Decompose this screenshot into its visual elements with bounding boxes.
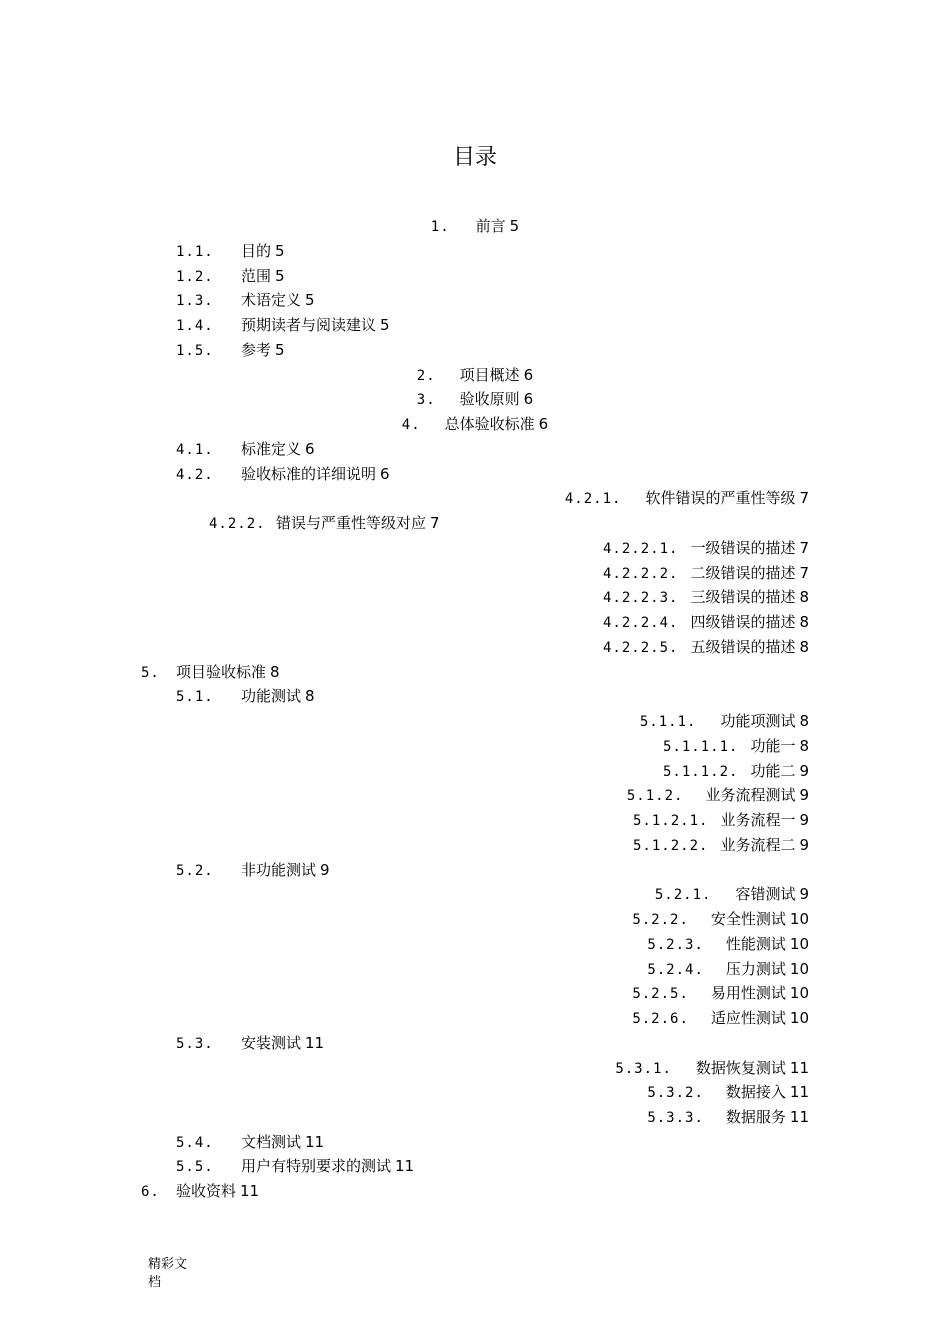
toc-entry[interactable] [176, 290, 315, 311]
toc-entry-number: 1. [430, 219, 450, 235]
toc-entry-number: 4.2.2.3. [603, 590, 679, 606]
toc-entry-page: 11 [395, 1157, 415, 1175]
toc-entry-page: 6 [305, 440, 315, 458]
toc-entry-number: 5.5. [176, 1159, 214, 1175]
toc-entry-number: 5.1.1. [639, 714, 697, 730]
toc-entry-number: 4.2.2.4. [603, 615, 679, 631]
toc-entry-page: 7 [799, 564, 809, 582]
toc-entry-page: 7 [430, 514, 440, 532]
toc-entry[interactable] [417, 389, 533, 410]
toc-entry-title: 总体验收标准 [444, 415, 535, 433]
toc-entry-number: 5.2.5. [632, 986, 689, 1002]
toc-entry-number: 2. [416, 368, 436, 384]
toc-entry[interactable] [627, 785, 809, 806]
toc-entry-number: 5.2.2. [632, 912, 689, 928]
toc-entry-page: 8 [305, 687, 315, 705]
toc-entry-title: 项目验收标准 [176, 663, 267, 681]
toc-entry[interactable] [417, 365, 533, 386]
toc-entry-title: 易用性测试 [710, 984, 786, 1002]
toc-entry-page: 8 [799, 613, 809, 631]
toc-entry[interactable] [431, 216, 519, 237]
toc-entry[interactable] [632, 909, 809, 930]
toc-entry-page: 11 [305, 1133, 325, 1151]
toc-entry[interactable] [632, 983, 809, 1004]
toc-entry-page: 11 [789, 1108, 809, 1126]
toc-entry-title: 四级错误的描述 [690, 613, 796, 631]
toc-entry-number: 1.2. [176, 269, 214, 285]
toc-entry-page: 9 [320, 861, 330, 879]
toc-entry-page: 6 [523, 390, 534, 408]
toc-entry-title: 前言 [475, 217, 506, 235]
toc-entry[interactable] [640, 711, 809, 732]
toc-entry-title: 五级错误的描述 [690, 638, 796, 656]
toc-entry-title: 数据服务 [725, 1108, 786, 1126]
toc-entry-title: 三级错误的描述 [690, 588, 796, 606]
toc-entry-title: 二级错误的描述 [690, 564, 796, 582]
toc-entry-page: 5 [275, 242, 285, 260]
toc-entry[interactable] [176, 241, 285, 262]
toc-entry[interactable] [176, 1132, 324, 1153]
toc-entry[interactable] [603, 587, 809, 608]
toc-entry-title: 用户有特别要求的测试 [241, 1157, 392, 1175]
toc-entry-title: 范围 [241, 267, 272, 285]
toc-entry-number: 4.2.2.5. [603, 640, 679, 656]
toc-entry-page: 7 [799, 539, 809, 557]
toc-entry-number: 5.4. [176, 1135, 214, 1151]
toc-entry-page: 11 [240, 1182, 260, 1200]
toc-entry-title: 验收资料 [176, 1182, 237, 1200]
toc-entry[interactable] [176, 439, 315, 460]
toc-entry-page: 5 [380, 316, 390, 334]
toc-entry[interactable] [176, 686, 315, 707]
toc-entry-page: 9 [799, 811, 809, 829]
toc-entry-page: 11 [789, 1083, 809, 1101]
toc-entry-page: 9 [799, 836, 809, 854]
toc-entry-title: 错误与严重性等级对应 [276, 514, 427, 532]
toc-entry-page: 10 [789, 935, 809, 953]
toc-entry-number: 4.2. [176, 467, 214, 483]
toc-entry[interactable] [176, 464, 390, 485]
toc-entry-title: 验收标准的详细说明 [241, 465, 377, 483]
toc-entry-title: 验收原则 [459, 390, 520, 408]
toc-entry-number: 5.1.2.1. [633, 813, 709, 829]
toc-entry[interactable] [176, 860, 330, 881]
toc-entry-title: 术语定义 [241, 291, 302, 309]
toc-entry-page: 11 [305, 1034, 325, 1052]
toc-entry-number: 4. [401, 417, 421, 433]
toc-entry-page: 8 [799, 638, 809, 656]
toc-entry-page: 10 [789, 1009, 809, 1027]
toc-entry-page: 6 [538, 415, 549, 433]
toc-entry[interactable] [402, 414, 548, 435]
toc-entry-page: 6 [523, 366, 534, 384]
toc-entry-title: 一级错误的描述 [690, 539, 796, 557]
toc-entry[interactable] [633, 835, 809, 856]
toc-entry-number: 5.2.3. [647, 937, 704, 953]
toc-entry[interactable] [647, 1082, 809, 1103]
toc-entry-number: 1.3. [176, 293, 214, 309]
toc-entry[interactable] [633, 810, 809, 831]
toc-entry[interactable] [565, 488, 809, 509]
toc-entry[interactable] [176, 340, 285, 361]
toc-entry-number: 5.2. [176, 863, 214, 879]
toc-entry-number: 4.2.2. [209, 516, 266, 532]
toc-entry-number: 5.1.1.1. [663, 739, 739, 755]
toc-entry-title: 性能测试 [725, 935, 786, 953]
toc-entry[interactable] [603, 538, 809, 559]
toc-entry-title: 功能二 [750, 762, 796, 780]
toc-entry-title: 目的 [241, 242, 272, 260]
toc-entry-title: 安装测试 [241, 1034, 302, 1052]
toc-entry-title: 数据恢复测试 [695, 1059, 786, 1077]
toc-entry[interactable] [663, 736, 809, 757]
toc-entry-title: 软件错误的严重性等级 [645, 489, 796, 507]
toc-entry[interactable] [141, 662, 280, 683]
toc-entry-title: 数据接入 [725, 1083, 786, 1101]
toc-entry[interactable] [176, 1156, 414, 1177]
toc-entry-page: 5 [509, 217, 520, 235]
toc-entry-title: 业务流程一 [720, 811, 796, 829]
toc-entry-number: 5.3. [176, 1036, 214, 1052]
toc-entry-number: 4.2.2.2. [603, 566, 679, 582]
toc-entry-page: 9 [799, 786, 809, 804]
toc-entry-title: 适应性测试 [710, 1009, 786, 1027]
toc-entry[interactable] [647, 959, 809, 980]
toc-entry-number: 5.2.6. [632, 1011, 689, 1027]
toc-entry-page: 8 [799, 588, 809, 606]
toc-title: 目录 [452, 145, 497, 170]
toc-entry-number: 5. [141, 665, 160, 681]
toc-entry[interactable] [141, 1181, 259, 1202]
toc-entry-number: 1.5. [176, 343, 214, 359]
toc-entry-number: 3. [416, 392, 436, 408]
toc-entry-title: 标准定义 [241, 440, 302, 458]
toc-entry-title: 预期读者与阅读建议 [241, 316, 377, 334]
toc-entry-page: 7 [799, 489, 809, 507]
toc-entry-page: 5 [275, 267, 285, 285]
toc-entry[interactable] [663, 761, 809, 782]
toc-entry-number: 1.1. [176, 244, 214, 260]
toc-entry-number: 1.4. [176, 318, 214, 334]
toc-entry-number: 5.1.2. [626, 788, 684, 804]
toc-entry[interactable] [632, 1008, 809, 1029]
toc-entry-page: 10 [789, 910, 809, 928]
toc-entry-title: 参考 [241, 341, 272, 359]
toc-entry-title: 功能一 [750, 737, 796, 755]
toc-entry-title: 安全性测试 [710, 910, 786, 928]
toc-entry[interactable] [176, 1033, 324, 1054]
toc-entry-number: 4.2.2.1. [603, 541, 679, 557]
toc-entry-page: 8 [799, 712, 809, 730]
toc-entry-page: 10 [789, 984, 809, 1002]
toc-entry-page: 5 [275, 341, 285, 359]
toc-entry-number: 5.3.1. [615, 1061, 672, 1077]
toc-entry-number: 5.3.2. [647, 1085, 704, 1101]
toc-entry-number: 6. [141, 1184, 160, 1200]
toc-entry-page: 6 [380, 465, 390, 483]
toc-entry-page: 11 [789, 1059, 809, 1077]
toc-entry-number: 4.2.1. [564, 491, 622, 507]
toc-entry-title: 项目概述 [459, 366, 520, 384]
toc-entry-title: 文档测试 [241, 1133, 302, 1151]
toc-entry-page: 8 [799, 737, 809, 755]
toc-entry-title: 容错测试 [735, 885, 796, 903]
toc-entry[interactable] [647, 1107, 809, 1128]
toc-entry[interactable] [209, 513, 440, 534]
toc-entry-title: 功能测试 [241, 687, 302, 705]
toc-entry-number: 5.2.4. [647, 962, 704, 978]
toc-entry-title: 压力测试 [725, 960, 786, 978]
toc-entry-number: 5.1.2.2. [633, 838, 709, 854]
toc-entry[interactable] [655, 884, 809, 905]
toc-entry-title: 业务流程二 [720, 836, 796, 854]
toc-entry[interactable] [603, 612, 809, 633]
toc-entry[interactable] [615, 1058, 809, 1079]
toc-entry[interactable] [176, 266, 285, 287]
footer-text: 精彩文档 [148, 1257, 188, 1290]
toc-entry-number: 5.1. [176, 689, 214, 705]
toc-entry-page: 9 [799, 762, 809, 780]
toc-entry-number: 4.1. [176, 442, 214, 458]
toc-entry-number: 5.1.1.2. [663, 764, 739, 780]
toc-entry-title: 功能项测试 [720, 712, 796, 730]
toc-entry-number: 5.3.3. [647, 1110, 704, 1126]
toc-entry-page: 8 [270, 663, 280, 681]
toc-entry-page: 10 [789, 960, 809, 978]
toc-entry-page: 9 [799, 885, 809, 903]
toc-entry[interactable] [176, 315, 390, 336]
toc-entry[interactable] [603, 637, 809, 658]
toc-entry-number: 5.2.1. [654, 887, 712, 903]
toc-entry-title: 业务流程测试 [705, 786, 796, 804]
toc-entry[interactable] [603, 563, 809, 584]
toc-entry[interactable] [647, 934, 809, 955]
toc-entry-title: 非功能测试 [241, 861, 317, 879]
toc-entry-page: 5 [305, 291, 315, 309]
